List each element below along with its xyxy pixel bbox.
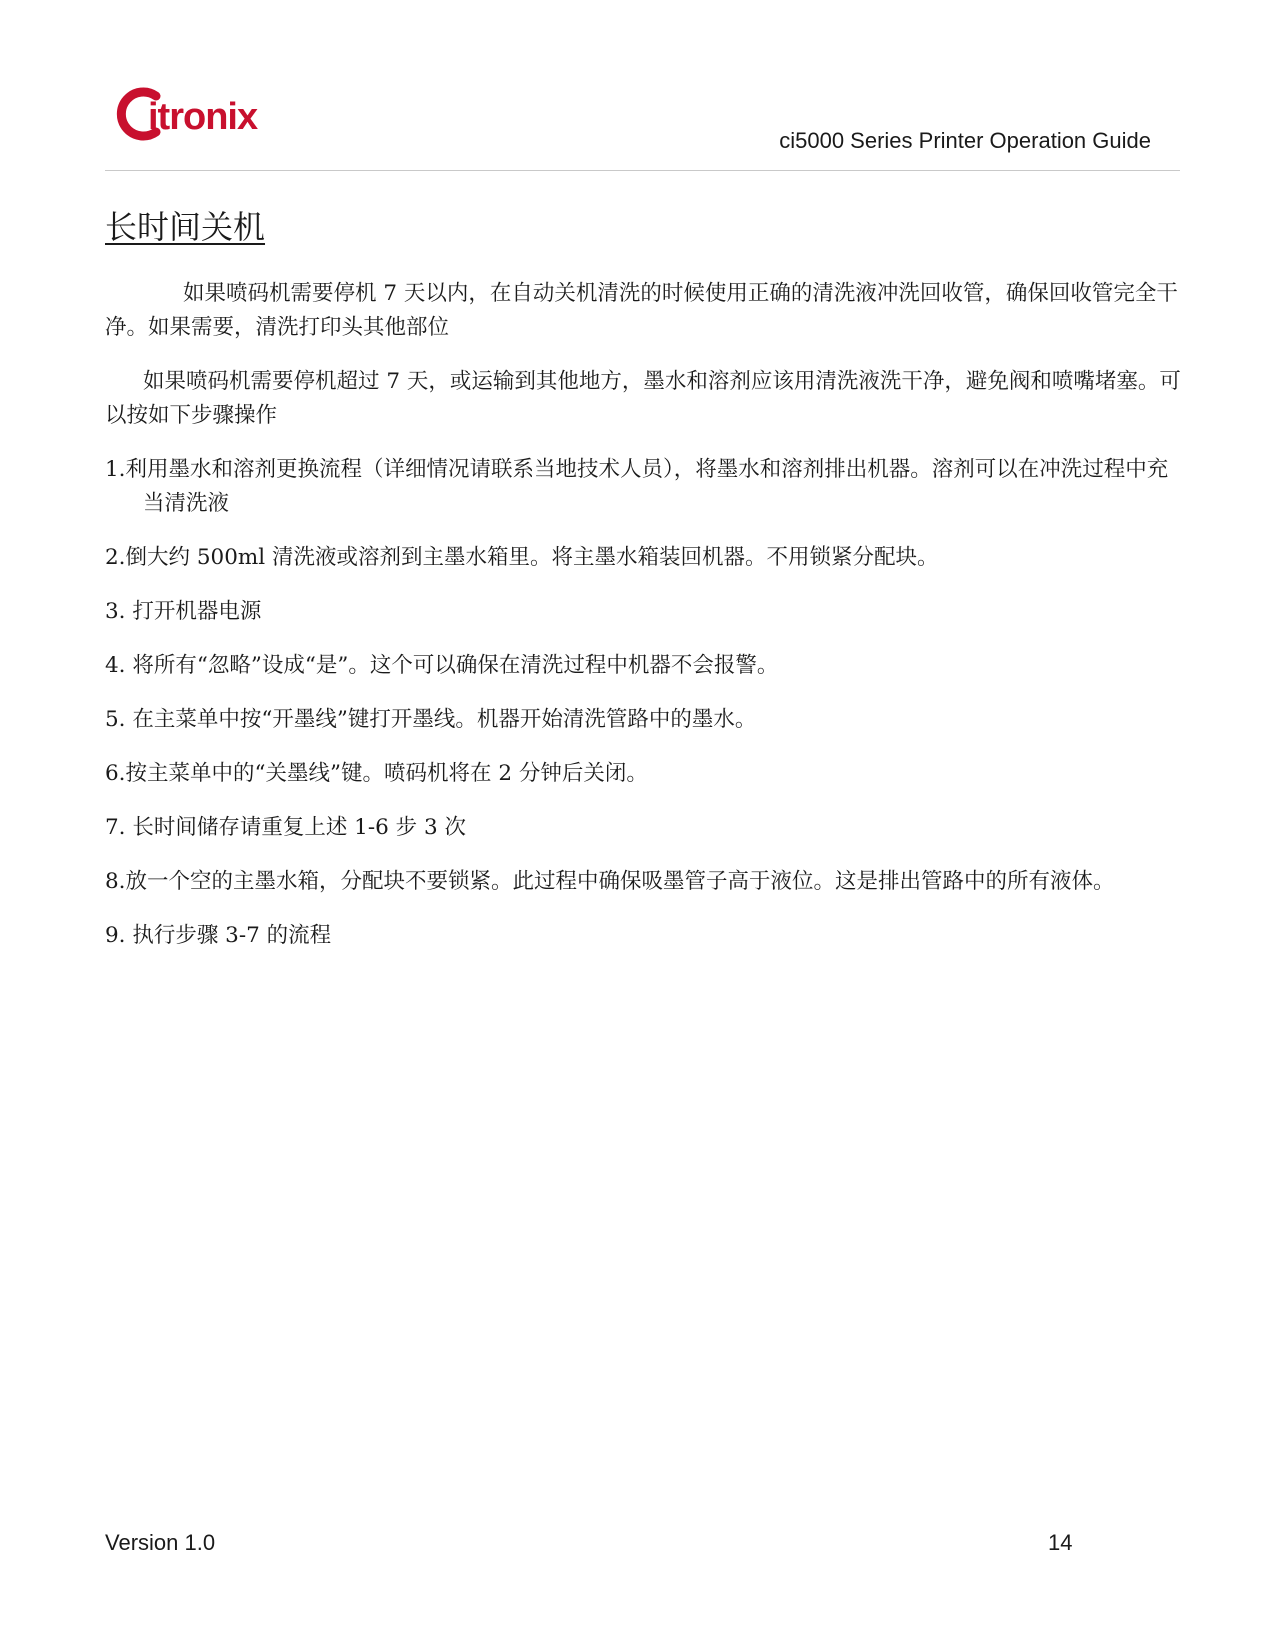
step-4: 4. 将所有“忽略”设成“是”。这个可以确保在清洗过程中机器不会报警。 (105, 653, 779, 678)
citronix-logo (112, 84, 282, 146)
step-5: 5. 在主菜单中按“开墨线”键打开墨线。机器开始清洗管路中的墨水。 (105, 707, 757, 732)
document-body (105, 277, 1185, 973)
document-subtitle: ci5000 Series Printer Operation Guide (779, 128, 1151, 153)
svg-text:itronix: itronix (148, 96, 258, 138)
step-8: 8.放一个空的主墨水箱，分配块不要锁紧。此过程中确保吸墨管子高于液位。这是排出管路中的所有液体。 (105, 869, 1115, 894)
step-9: 9. 执行步骤 3-7 的流程 (105, 923, 332, 948)
step-3: 3. 打开机器电源 (105, 599, 262, 624)
footer-page-number: 14 (1048, 1530, 1073, 1555)
footer-version: Version 1.0 (105, 1530, 216, 1555)
step-1: 1.利用墨水和溶剂更换流程（详细情况请联系当地技术人员），将墨水和溶剂排出机器。溶剂可以在冲洗过程中充当清洗液 (105, 457, 1169, 516)
intro-paragraph-2: 如果喷码机需要停机超过 7 天，或运输到其他地方，墨水和溶剂应该用清洗液洗干净，避免阀和喷嘴堵塞。可以按如下步骤操作 (105, 369, 1181, 428)
header-divider (105, 170, 1180, 171)
step-2: 2.倒大约 500ml 清洗液或溶剂到主墨水箱里。将主墨水箱装回机器。不用锁紧分配块。 (105, 545, 939, 570)
page-title: 长时间关机 (105, 208, 266, 246)
step-6: 6.按主菜单中的“关墨线”键。喷码机将在 2 分钟后关闭。 (105, 761, 648, 786)
step-7: 7. 长时间储存请重复上述 1-6 步 3 次 (105, 815, 466, 840)
intro-paragraph-1: 如果喷码机需要停机 7 天以内，在自动关机清洗的时候使用正确的清洗液冲洗回收管，确保回收管完全干净。如果需要，清洗打印头其他部位 (105, 281, 1178, 340)
citronix-logo-graphic (112, 84, 282, 146)
